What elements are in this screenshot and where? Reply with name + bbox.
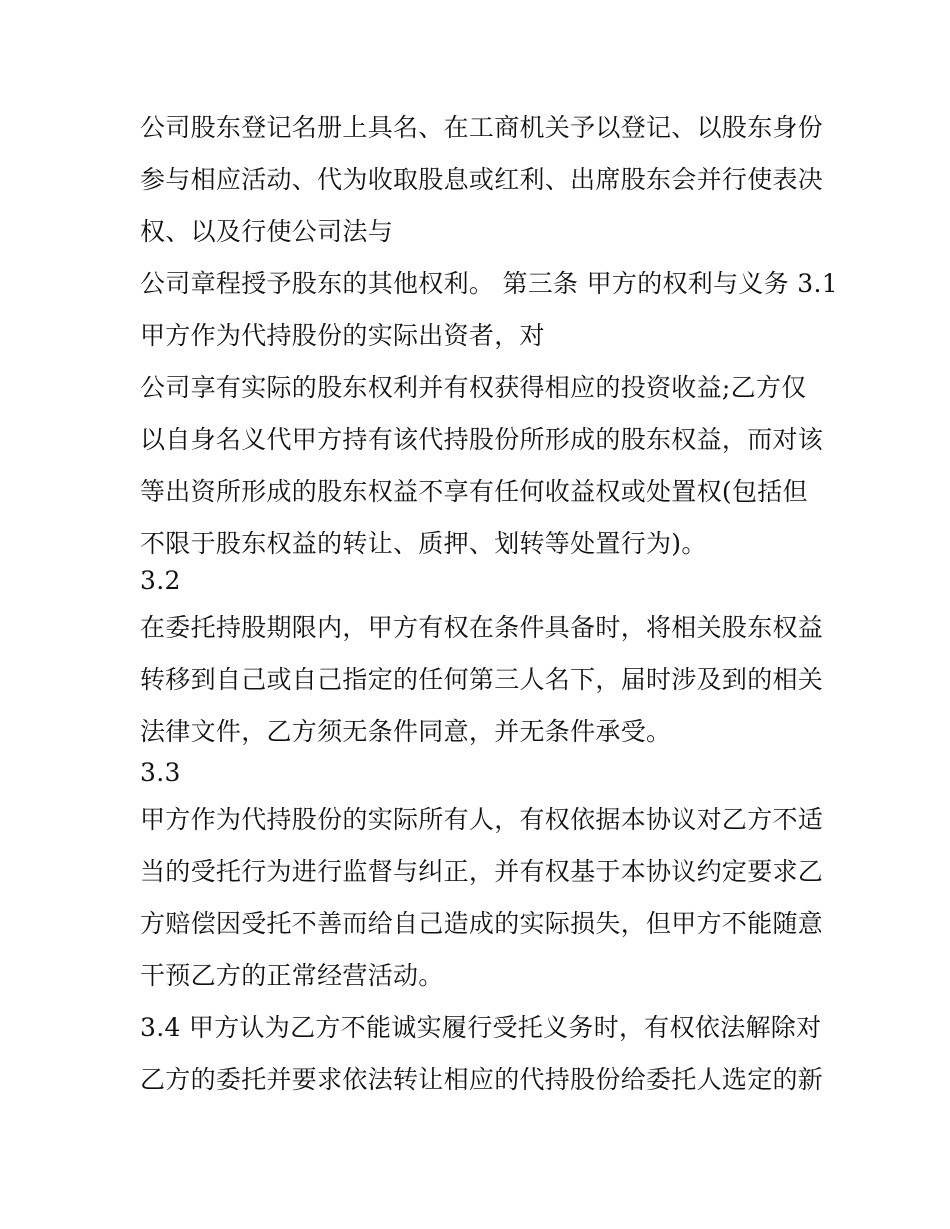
text-line: 在委托持股期限内，甲方有权在条件具备时，将相关股东权益 xyxy=(140,613,824,642)
text-line: 参与相应活动、代为收取股息或红利、出席股东会并行使表决 xyxy=(140,165,824,194)
text-line: 等出资所形成的股东权益不享有任何收益权或处置权(包括但 xyxy=(140,477,808,506)
text-line: 干预乙方的正常经营活动。 xyxy=(140,961,444,990)
text-line: 不限于股东权益的转让、质押、划转等处置行为)。 xyxy=(140,529,707,558)
text-line: 转移到自己或自己指定的任何第三人名下，届时涉及到的相关 xyxy=(140,665,824,694)
text-line: 甲方作为代持股份的实际所有人，有权依据本协议对乙方不适 xyxy=(140,805,824,834)
text-line: 甲方作为代持股份的实际出资者，对 xyxy=(140,321,545,350)
text-line: 公司股东登记名册上具名、在工商机关予以登记、以股东身份 xyxy=(140,113,824,142)
text-line: 法律文件，乙方须无条件同意，并无条件承受。 xyxy=(140,717,672,746)
text-line: 权、以及行使公司法与 xyxy=(140,217,394,246)
text-line: 方赔偿因受托不善而给自己造成的实际损失，但甲方不能随意 xyxy=(140,909,824,938)
text-line: 乙方的委托并要求依法转让相应的代持股份给委托人选定的新 xyxy=(140,1065,824,1094)
text-line: 3.4 甲方认为乙方不能诚实履行受托义务时，有权依法解除对 xyxy=(140,1013,822,1042)
text-line: 公司享有实际的股东权利并有权获得相应的投资收益;乙方仅 xyxy=(140,373,807,402)
section-number: 3.2 xyxy=(140,566,181,595)
text-line: 当的受托行为进行监督与纠正，并有权基于本协议约定要求乙 xyxy=(140,857,824,886)
text-line: 公司章程授予股东的其他权利。 第三条 甲方的权利与义务 3.1 xyxy=(140,269,838,298)
text-line: 以自身名义代甲方持有该代持股份所形成的股东权益，而对该 xyxy=(140,425,824,454)
section-number: 3.3 xyxy=(140,758,181,787)
